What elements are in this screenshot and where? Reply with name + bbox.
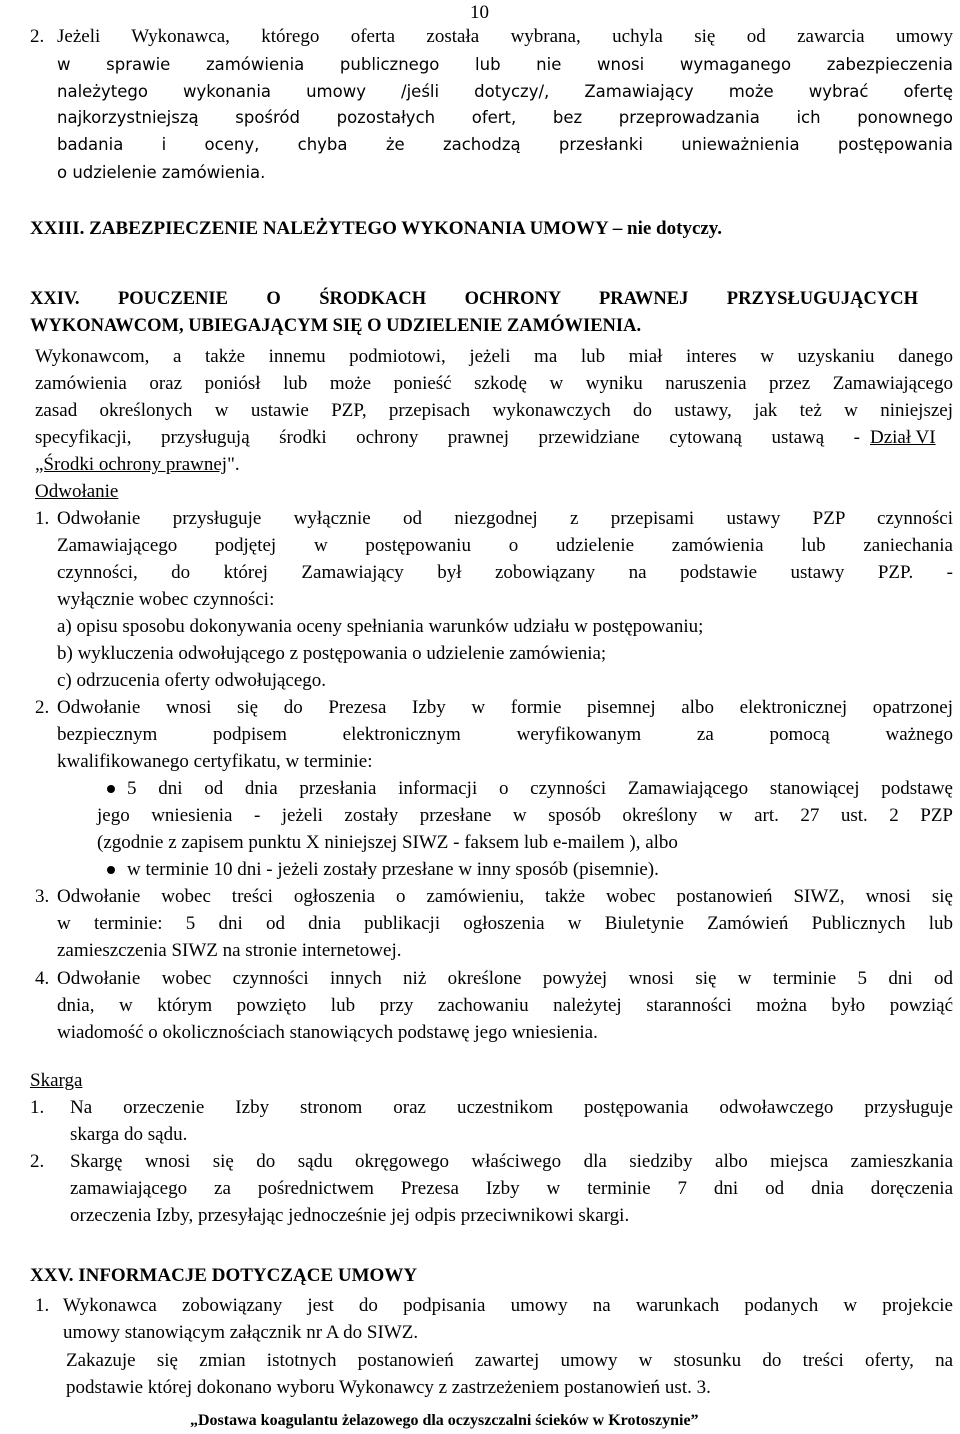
- p2-number: 2.: [30, 26, 45, 47]
- s2-number: 2.: [30, 1151, 45, 1172]
- skarga-heading: Skarga: [30, 1070, 83, 1091]
- s2-line: orzeczenia Izby, przesyłając jednocześnie jej odpis przeciwnikowi skargi.: [70, 1205, 630, 1226]
- o4-line: dnia, w którym powzięto lub przy zachowaniu należytej staranności można było powziąć: [57, 995, 953, 1016]
- contract-para-line: podstawie której dokonano wyboru Wykonawcy z zastrzeżeniem postanowień ust. 3.: [66, 1377, 711, 1398]
- p2-line: Jeżeli Wykonawca, którego oferta została wybrana, uchyla się od zawarcia umowy: [57, 26, 953, 47]
- s1-line: Na orzeczenie Izby stronom oraz uczestnikom postępowania odwoławczego przysługuje: [70, 1097, 953, 1118]
- o3-line: Odwołanie wobec treści ogłoszenia o zamówieniu, także wobec postanowień SIWZ, wnosi się: [57, 886, 953, 907]
- i1-number: 1.: [35, 1295, 50, 1316]
- intro-line: specyfikacji, przysługują środki ochrony prawnej przewidziane cytowaną ustawą -: [35, 427, 860, 448]
- o3-number: 3.: [35, 886, 50, 907]
- o3-line: zamieszczenia SIWZ na stronie internetowej.: [57, 940, 402, 961]
- p2-line: należytego wykonania umowy /jeśli dotyczy/, Zamawiający może wybrać ofertę: [57, 82, 953, 101]
- section-xxiv-heading: XXIV. POUCZENIE O ŚRODKACH OCHRONY PRAWNEJ PRZYSŁUGUJĄCYCH: [30, 289, 918, 309]
- bullet-icon: [107, 785, 115, 793]
- o2-line: bezpiecznym podpisem elektronicznym weryfikowanym za pomocą ważnego: [57, 724, 953, 745]
- o2-number: 2.: [35, 697, 50, 718]
- p2-line: badania i oceny, chyba że zachodzą przesłanki unieważnienia postępowania: [57, 135, 953, 154]
- odwolanie-heading: Odwołanie: [35, 481, 119, 502]
- o2-bullet-line: (zgodnie z zapisem punktu X niniejszej SIWZ - faksem lub e-mailem ), albo: [97, 832, 678, 853]
- intro-line: zamówienia oraz poniósł lub może ponieść szkodę w wyniku naruszenia przez Zamawiającego: [35, 373, 953, 394]
- o2-bullet-line: w terminie 10 dni - jeżeli zostały przesłane w inny sposób (pisemnie).: [127, 859, 659, 880]
- o1-number: 1.: [35, 508, 50, 529]
- section-xxiv-heading: WYKONAWCOM, UBIEGAJĄCYM SIĘ O UDZIELENIE ZAMÓWIENIA.: [30, 316, 642, 336]
- s1-number: 1.: [30, 1097, 45, 1118]
- page-number: 10: [470, 2, 489, 23]
- o1-line: Odwołanie przysługuje wyłącznie od niezgodnej z przepisami ustawy PZP czynności: [57, 508, 953, 529]
- o3-line: w terminie: 5 dni od dnia publikacji ogłoszenia w Biuletynie Zamówień Publicznych lub: [57, 913, 953, 934]
- section-xxv-heading: XXV. INFORMACJE DOTYCZĄCE UMOWY: [30, 1265, 418, 1286]
- law-link-dzial-vi[interactable]: Dział VI: [870, 427, 936, 448]
- o2-line: Odwołanie wnosi się do Prezesa Izby w formie pisemnej albo elektronicznej opatrzonej: [57, 697, 953, 718]
- i1-line: Wykonawca zobowiązany jest do podpisania umowy na warunkach podanych w projekcie: [63, 1295, 953, 1316]
- s1-line: skarga do sądu.: [70, 1124, 188, 1145]
- section-xxiii-heading: XXIII. ZABEZPIECZENIE NALEŻYTEGO WYKONANIA UMOWY – nie dotyczy.: [30, 218, 723, 239]
- intro-line: zasad określonych w ustawie PZP, przepisach wykonawczych do ustawy, jak też w niniejszej: [35, 400, 953, 421]
- o1-item-b: b) wykluczenia odwołującego z postępowania o udzielenie zamówienia;: [57, 643, 607, 664]
- page-footer: „Dostawa koagulantu żelazowego dla oczyszczalni ścieków w Krotoszynie”: [190, 1412, 699, 1429]
- s2-line: zamawiającego za pośrednictwem Prezesa Izby w terminie 7 dni od dnia doręczenia: [70, 1178, 953, 1199]
- o1-line: Zamawiającego podjętej w postępowaniu o udzielenie zamówienia lub zaniechania: [57, 535, 953, 556]
- bullet-icon: [107, 866, 115, 874]
- o1-line: wyłącznie wobec czynności:: [57, 589, 275, 610]
- o4-line: Odwołanie wobec czynności innych niż określone powyżej wnosi się w terminie 5 dni od: [57, 968, 953, 989]
- o1-line: czynności, do której Zamawiający był zobowiązany na podstawie ustawy PZP. -: [57, 562, 953, 583]
- p2-line: o udzielenie zamówienia.: [57, 163, 266, 182]
- o2-bullet-line: jego wniesienia - jeżeli zostały przesłane w sposób określony w art. 27 ust. 2 PZP: [97, 805, 953, 826]
- intro-end: ".: [227, 454, 240, 475]
- o1-item-c: c) odrzucenia oferty odwołującego.: [57, 670, 327, 691]
- intro-line: Wykonawcom, a także innemu podmiotowi, jeżeli ma lub miał interes w uzyskaniu danego: [35, 346, 953, 367]
- intro-last-line: [35, 452, 240, 478]
- s2-line: Skargę wnosi się do sądu okręgowego właściwego dla siedziby albo miejsca zamieszkania: [70, 1151, 953, 1172]
- o1-item-a: a) opisu sposobu dokonywania oceny spełniania warunków udziału w postępowaniu;: [57, 616, 704, 637]
- p2-line: w sprawie zamówienia publicznego lub nie wnosi wymaganego zabezpieczenia: [57, 55, 953, 74]
- o2-line: kwalifikowanego certyfikatu, w terminie:: [57, 751, 373, 772]
- contract-para-line: Zakazuje się zmian istotnych postanowień zawartej umowy w stosunku do treści oferty, na: [66, 1350, 953, 1371]
- o4-number: 4.: [35, 968, 50, 989]
- o2-bullet-line: 5 dni od dnia przesłania informacji o czynności Zamawiającego stanowiącej podstawę: [127, 778, 953, 799]
- i1-line: umowy stanowiącym załącznik nr A do SIWZ.: [63, 1322, 419, 1343]
- o4-line: wiadomość o okolicznościach stanowiących podstawę jego wniesienia.: [57, 1022, 598, 1043]
- law-link-srodki[interactable]: „Środki ochrony prawnej: [35, 454, 228, 475]
- p2-line: najkorzystniejszą spośród pozostałych ofert, bez przeprowadzania ich ponownego: [57, 108, 953, 127]
